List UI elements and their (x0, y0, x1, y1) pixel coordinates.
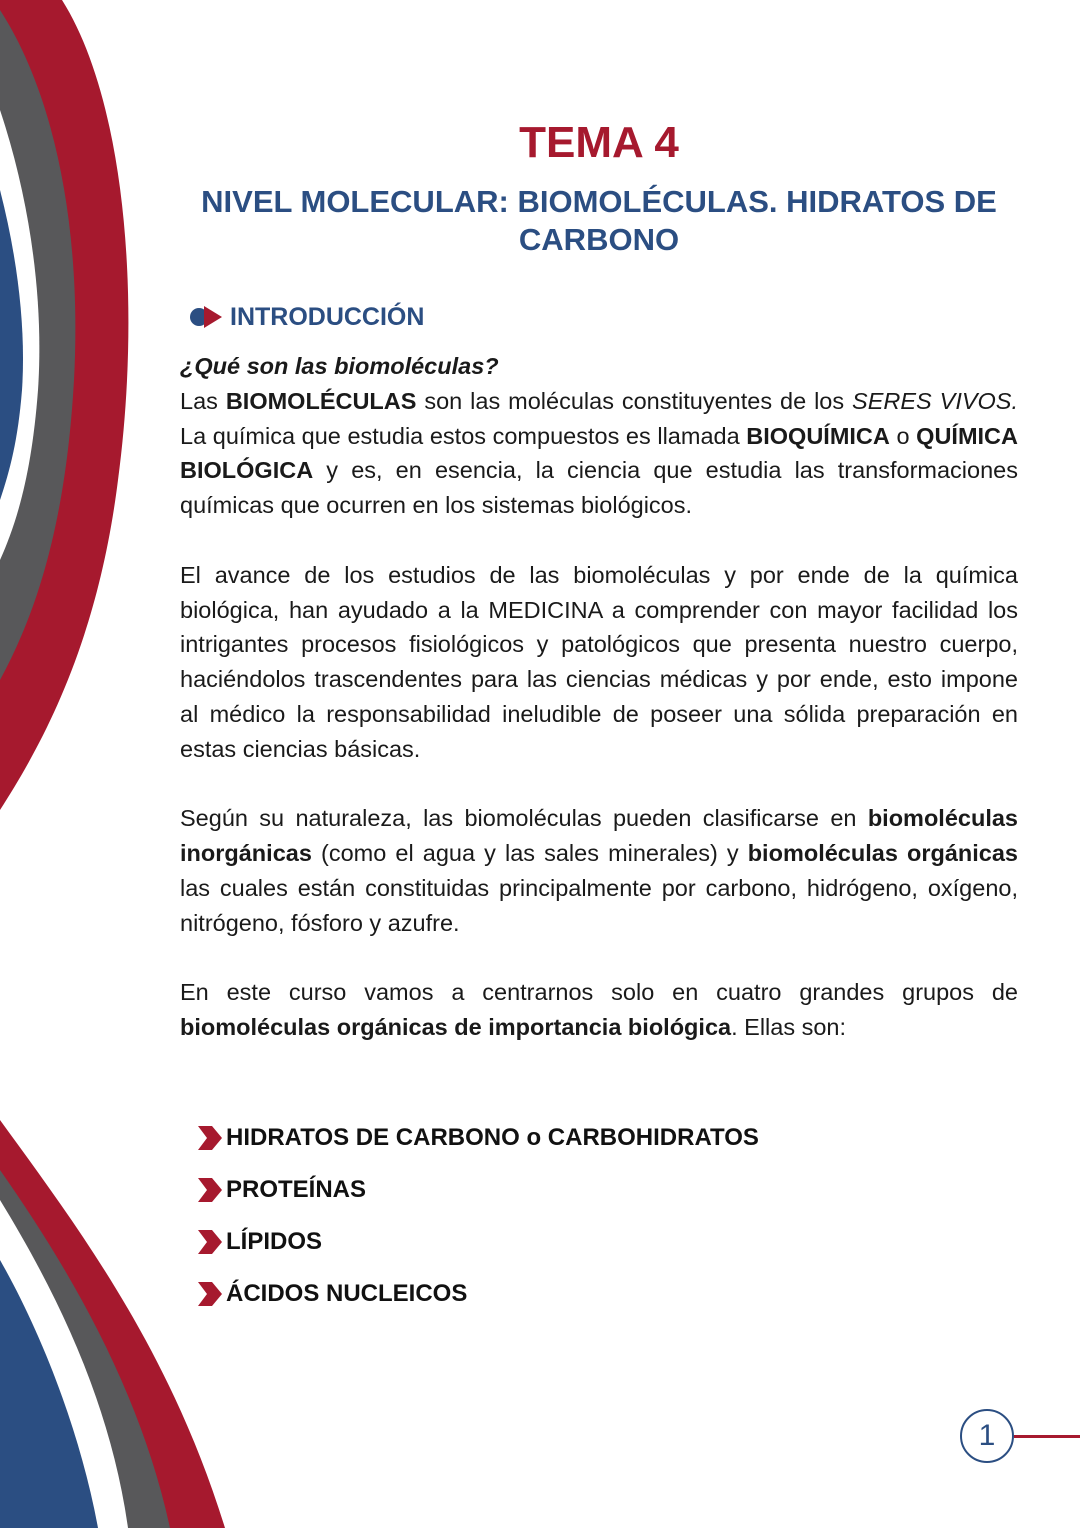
bold-term: BIOQUÍMICA (746, 422, 890, 449)
chevron-right-icon (194, 1279, 224, 1309)
wave-blue-top (0, 190, 23, 500)
wave-gray-top (0, 10, 75, 680)
text-run: y es, en esencia, la ciencia que estudia las transformaciones químicas que ocurren en los sistemas biológicos. (180, 457, 1018, 519)
text-run: (como el agua y las sales minerales) y (311, 840, 748, 867)
text-run: las cuales están constituidas principalmente por carbono, hidrógeno, oxígeno, nitrógeno, fósforo y azufre. (180, 874, 1018, 936)
paragraph-definition (180, 384, 1018, 523)
wave-gray-bottom (0, 1170, 170, 1528)
wave-red-top (0, 0, 128, 810)
chevron-right-icon (194, 1175, 224, 1205)
text-run: . Ellas son: (731, 1014, 847, 1041)
list-item-label: LÍPIDOS (226, 1228, 323, 1255)
section-heading (186, 300, 424, 334)
text-run: En este curso vamos a centrarnos solo en cuatro grandes grupos de (180, 979, 1018, 1006)
arrow-bullet-icon (186, 302, 226, 332)
chevron-right-icon (194, 1123, 224, 1153)
text-run: Las (180, 387, 226, 414)
bold-term: biomoléculas inorgánicas (180, 805, 1018, 867)
list-item (194, 1112, 759, 1164)
list-item (194, 1268, 759, 1320)
list-item-label: HIDRATOS DE CARBONO o CARBOHIDRATOS (226, 1124, 759, 1151)
text-run: Según su naturaleza, las biomoléculas pueden clasificarse en (180, 805, 868, 832)
list-item (194, 1216, 759, 1268)
paragraph-medicine: El avance de los estudios de las biomoléculas y por ende de la química biológica, han ayudado a la MEDICINA a comprender con mayor facilidad los intrigantes procesos fisiológicos y patológicos que presenta nuestro cuerpo, haciéndolos trascendentes para las ciencias médicas y por ende, esto impone al médico la responsabilidad ineludible de poseer una sólida preparación en estas ciencias básicas. (180, 561, 1018, 762)
wave-white-top (0, 110, 39, 560)
wave-blue-bottom (0, 1260, 98, 1528)
paragraph-course-focus (180, 975, 1018, 1045)
text-run: son las moléculas constituyentes de los (416, 387, 853, 414)
paragraph-classification (180, 801, 1018, 940)
bold-term: biomoléculas orgánicas (747, 840, 1018, 867)
page-title: TEMA 4 (519, 118, 679, 167)
page-number: 1 (960, 1409, 1014, 1463)
list-item-label: PROTEÍNAS (226, 1176, 367, 1203)
chevron-right-icon (194, 1227, 224, 1257)
bold-term: biomoléculas orgánicas de importancia biológica (180, 1014, 732, 1041)
intro-question: ¿Qué son las biomoléculas? (180, 353, 499, 379)
section-title: INTRODUCCIÓN (230, 302, 425, 331)
bold-term: BIOMOLÉCULAS (225, 387, 417, 414)
list-item (194, 1164, 759, 1216)
page-subtitle: NIVEL MOLECULAR: BIOMOLÉCULAS. HIDRATOS DE CARBONO (201, 184, 997, 257)
page-number-line (1014, 1435, 1080, 1438)
biomolecule-group-list (194, 1112, 759, 1320)
list-item-label: ÁCIDOS NUCLEICOS (226, 1280, 468, 1307)
body-text (180, 349, 1018, 1045)
text-run: La química que estudia estos compuestos es llamada (180, 422, 747, 449)
text-run: o (889, 422, 917, 449)
wave-white-bottom (0, 1200, 128, 1528)
italic-term: SERES VIVOS. (852, 387, 1019, 414)
wave-red-bottom (0, 1120, 225, 1528)
bold-term: QUÍMICA BIOLÓGICA (180, 422, 1018, 484)
